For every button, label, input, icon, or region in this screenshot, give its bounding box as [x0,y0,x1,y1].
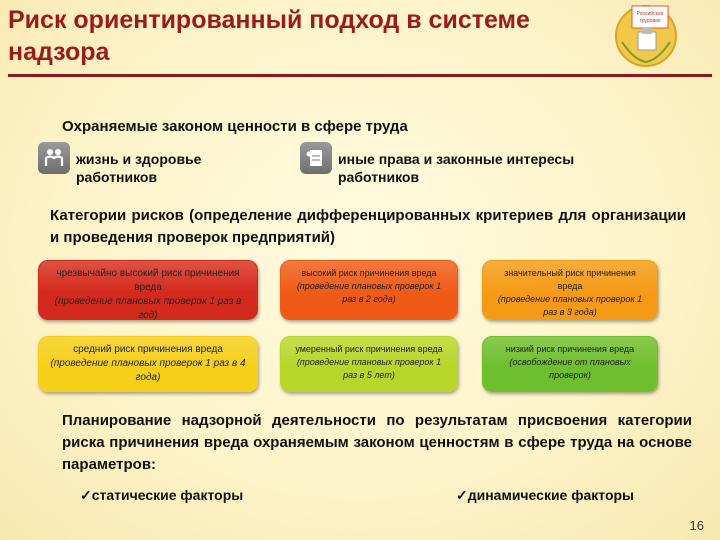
risk-note: (проведение плановых проверок 1 раз в 2 года) [296,281,442,304]
risk-name: умеренный риск причинения вреда [295,344,443,354]
risk-note: (проведение плановых проверок 1 раз в 5 лет) [296,357,442,380]
value-life-health: жизнь и здоровье работников [76,151,202,185]
people-icon [38,142,70,174]
risk-name: низкий риск причинения вреда [505,344,635,354]
risk-box-low [482,336,658,392]
factor-label: статические факторы [91,487,244,503]
risk-note: (освобождение от плановых проверок) [509,357,631,380]
risk-note: (проведение плановых проверок 1 раз в 3 года) [497,294,643,317]
factor-label: динамические факторы [467,487,635,503]
risk-categories-heading: Категории рисков (определение дифференцированных критериев для организации и проведения проверок предприятий) [50,207,686,246]
risk-box-moderate [280,336,458,392]
title-underline [8,74,712,77]
planning-paragraph: Планирование надзорной деятельности по результатам присвоения категории риска причинения вреда охраняемым законом ценностям в сфере труда на основе параметров: [62,412,692,473]
svg-text:Российская: Российская [636,11,664,17]
risk-box-high [280,260,458,320]
dynamic-factors [456,487,634,504]
document-icon [300,142,332,174]
labor-inspection-logo [614,2,678,68]
svg-text:трудовая: трудовая [639,18,661,24]
risk-box-medium [38,336,258,392]
page-number: 16 [689,518,704,533]
static-factors [80,487,243,504]
risk-name: значительный риск причинения вреда [504,268,636,291]
risk-box-extremely-high [38,260,258,320]
risk-name: высокий риск причинения вреда [301,268,437,278]
checkmark-icon: ✓ [456,487,468,503]
value-other-rights: иные права и законные интересы работников [338,151,575,185]
risk-note: (проведение плановых проверок 1 раз в 4 года) [50,358,246,383]
checkmark-icon: ✓ [80,487,92,503]
slide-title: Риск ориентированный подход в системе надзора [8,6,530,66]
risk-name: средний риск причинения вреда [73,344,223,355]
risk-note: (проведение плановых проверок 1 раз в год) [54,296,242,321]
risk-box-significant [482,260,658,320]
protected-values-heading: Охраняемые законом ценности в сфере труда [62,118,408,135]
risk-name: чрезвычайно высокий риск причинения вреда [56,268,240,293]
